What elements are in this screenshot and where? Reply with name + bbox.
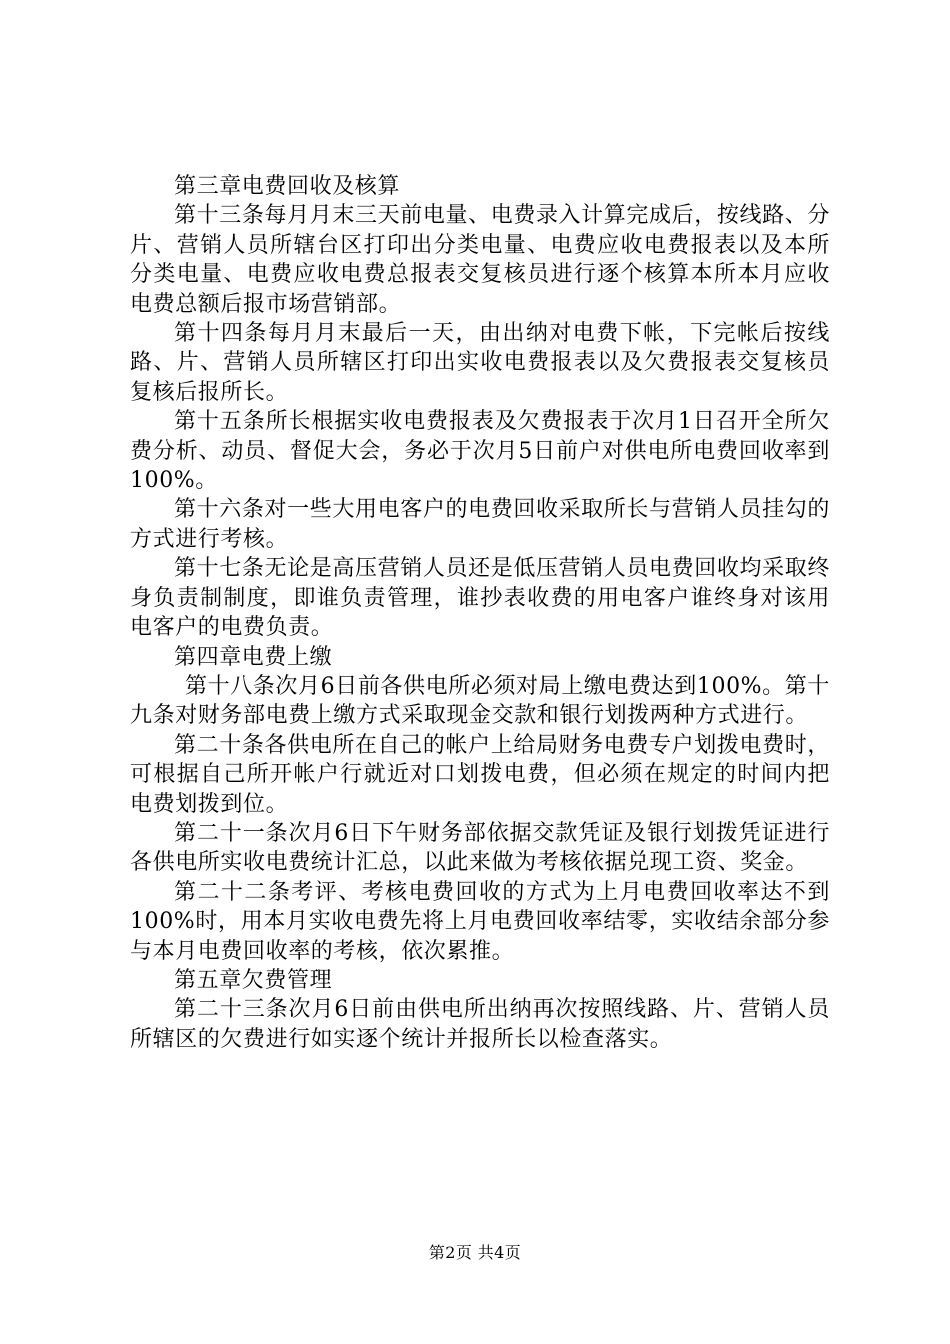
chapter-3-heading: 第三章电费回收及核算: [174, 174, 401, 199]
chapter-4-heading: 第四章电费上缴: [174, 644, 333, 670]
page-number-footer: 第2页 共4页: [428, 1243, 522, 1262]
article-20-paragraph: 第二十条各供电所在自己的帐户上给局财务电费专户划拨电费时，可根据自己所开帐户行就近对口划拨电费，但必须在规定的时间内把电费划拨到位。: [130, 732, 830, 817]
article-18-19-paragraph: 第十八条次月6日前各供电所必须对局上缴电费达到100%。第十九条对财务部电费上缴方式采取现金交款和银行划拨两种方式进行。: [130, 673, 830, 729]
article-23-paragraph: 第二十三条次月6日前由供电所出纳再次按照线路、片、营销人员所辖区的欠费进行如实逐个统计并报所长以检查落实。: [130, 997, 830, 1052]
article-13-paragraph: 第十三条每月月末三天前电量、电费录入计算完成后，按线路、分片、营销人员所辖台区打印出分类电量、电费应收电费报表以及本所分类电量、电费应收电费总报表交复核员进行逐个核算本所本月应收电费总额后报市场营销部。: [130, 203, 830, 317]
document-body: [130, 172, 830, 1054]
article-22-paragraph: 第二十二条考评、考核电费回收的方式为上月电费回收率达不到100%时，用本月实收电费先将上月电费回收率结零，实收结余部分参与本月电费回收率的考核，依次累推。: [130, 879, 830, 964]
article-21-paragraph: 第二十一条次月6日下午财务部依据交款凭证及银行划拨凭证进行各供电所实收电费统计汇总，以此来做为考核依据兑现工资、奖金。: [130, 820, 830, 876]
article-15-paragraph: 第十五条所长根据实收电费报表及欠费报表于次月1日召开全所欠费分析、动员、督促大会，务必于次月5日前户对供电所电费回收率到100%。: [130, 409, 830, 494]
article-16-paragraph: 第十六条对一些大用电客户的电费回收采取所长与营销人员挂勾的方式进行考核。: [130, 497, 830, 552]
article-14-paragraph: 第十四条每月月末最后一天，由出纳对电费下帐，下完帐后按线路、片、营销人员所辖区打印出实收电费报表以及欠费报表交复核员复核后报所长。: [130, 321, 830, 405]
article-17-paragraph: 第十七条无论是高压营销人员还是低压营销人员电费回收均采取终身负责制制度，即谁负责管理，谁抄表收费的用电客户谁终身对该用电客户的电费负责。: [130, 556, 830, 641]
chapter-5-heading: 第五章欠费管理: [174, 967, 333, 993]
